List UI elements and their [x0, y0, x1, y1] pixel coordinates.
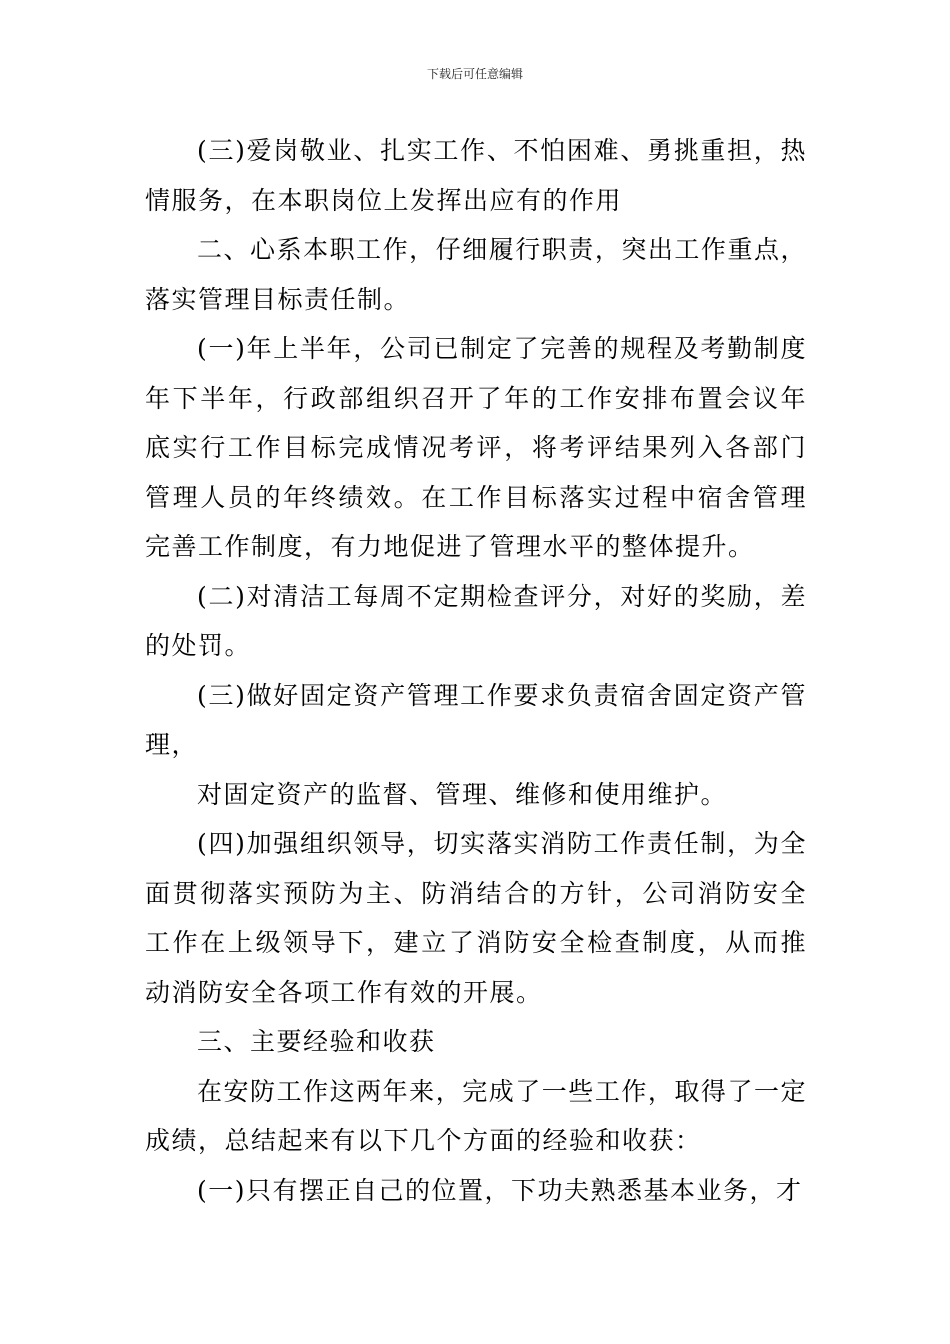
paragraph-9: 在安防工作这两年来，完成了一些工作，取得了一定成绩，总结起来有以下几个方面的经验和收获：: [145, 1076, 807, 1155]
paragraph-1: (三)爱岗敬业、扎实工作、不怕困难、勇挑重担，热情服务，在本职岗位上发挥出应有的作用: [145, 136, 807, 215]
paragraph-5: (三)做好固定资产管理工作要求负责宿舍固定资产管理，: [145, 680, 807, 759]
paragraph-6: 对固定资产的监督、管理、维修和使用维护。: [197, 779, 728, 809]
paragraph-2: 二、心系本职工作，仔细履行职责，突出工作重点，落实管理目标责任制。: [145, 235, 807, 314]
paragraph-10: (一)只有摆正自己的位置，下功夫熟悉基本业务，才: [197, 1175, 803, 1205]
document-body: [145, 126, 807, 1215]
paragraph-3: (一)年上半年，公司已制定了完善的规程及考勤制度年下半年，行政部组织召开了年的工作安排布置会议年底实行工作目标完成情况考评，将考评结果列入各部门管理人员的年终绩效。在工作目标落实过程中宿舍管理完善工作制度，有力地促进了管理水平的整体提升。: [145, 334, 807, 561]
paragraph-4: (二)对清洁工每周不定期检查评分，对好的奖励，差的处罚。: [145, 581, 807, 660]
page-header-note: 下载后可任意编辑: [426, 67, 523, 81]
paragraph-8: 三、主要经验和收获: [197, 1027, 436, 1056]
paragraph-7: (四)加强组织领导，切实落实消防工作责任制，为全面贯彻落实预防为主、防消结合的方针，公司消防安全工作在上级领导下，建立了消防安全检查制度，从而推动消防安全各项工作有效的开展。: [145, 829, 807, 1007]
